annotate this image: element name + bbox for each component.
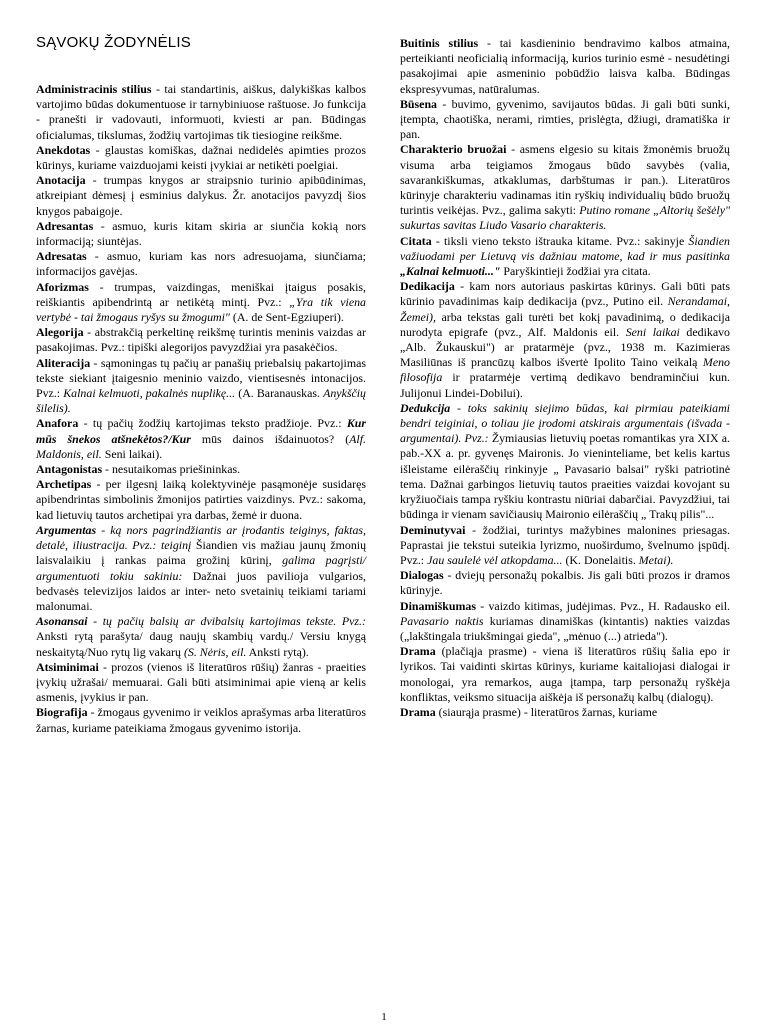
entry-text: Kalnai kelmuoti, pakalnės nuplikę... xyxy=(63,386,236,401)
glossary-entry xyxy=(36,614,366,660)
entry-term: Adresatas xyxy=(36,249,87,264)
entry-text: Alf. Maldonis, eil. xyxy=(36,431,366,461)
glossary-entry xyxy=(36,325,366,355)
glossary-entry xyxy=(400,401,730,523)
glossary-entry xyxy=(36,462,366,477)
glossary-entry xyxy=(400,36,730,97)
entry-text: Putino romane „Altorių šešėly" sukurtas savitas Liudo Vasario charakteris. xyxy=(400,203,730,233)
glossary-entry xyxy=(400,523,730,569)
glossary-entry xyxy=(36,82,366,143)
entry-text: ir pratarmėje vertimą dedikavo bendraminčiui kun. Julijonui Lindei-Dobilui). xyxy=(400,370,730,400)
entry-text: - glaustas komiškas, dažnai nedidelės apimties prozos kūrinys, kuriame vaizduojami keisti įvykiai ar netikėti poelgiai. xyxy=(36,142,366,173)
entry-term: Argumentas xyxy=(36,522,97,537)
entry-text: (plačiąja prasme) - viena iš literatūros rūšių šalia epo ir lyrikos. Tai vaidinti skirtas kūrinys, kuriame kaitaliojasi dialogai ir monologai, yra remarkos, auga įtampa, tarp personažų ryškėja konfliktas, veiksmo situacija aiškėja iš personažų kalbų (dialogų). xyxy=(400,644,730,704)
entry-text: Meno filosofija xyxy=(400,355,730,385)
entry-text: - kam nors autoriaus paskirtas kūrinys. Gali būti pats kūrinio pavadinimas kaip dedikacija (pvz., Putino eil. xyxy=(400,279,730,309)
entry-text: - ką nors pagrindžiantis ar įrodantis teiginys, faktas, detalė, iliustracija. Pvz.: teiginį xyxy=(36,522,366,553)
entry-text: arba tekstas gali turėti bet kokį pavadinimą, o dedikacija nurodyta epigrafe (pvz., Alf. Maldonis eil. xyxy=(400,309,730,339)
entry-text: - buvimo, gyvenimo, savijautos būdas. Ji gali būti sunki, įtempta, chaotiška, nerami, rimties, prislėgta, džiugi, dramatiška ir pan. xyxy=(400,96,730,142)
entry-term: Adresantas xyxy=(36,218,94,233)
glossary-entry xyxy=(36,219,366,249)
page-number: 1 xyxy=(381,1011,387,1023)
entry-text: Šiandien važiuodami per Lietuvą vis dažniau matome, kad ir mus pasitinka xyxy=(400,233,730,263)
entry-text: - nesutaikomas priešininkas. xyxy=(102,462,241,477)
entry-text: - žmogaus gyvenimo ir veiklos aprašymas arba literatūros žarnas, kuriame pateikiama žmogaus gyvenimo istorija. xyxy=(36,705,366,735)
entry-term: Deminutyvai xyxy=(400,522,466,537)
entry-term: Anekdotas xyxy=(36,142,91,157)
glossary-entry xyxy=(36,173,366,219)
glossary-entry xyxy=(400,234,730,280)
entry-term: Drama xyxy=(400,644,436,659)
glossary-entry xyxy=(36,705,366,735)
glossary-entry xyxy=(36,416,366,462)
entry-term: Biografija xyxy=(36,705,88,720)
entry-term: Drama xyxy=(400,704,436,719)
entry-text: - vaizdo kitimas, judėjimas. Pvz., H. Radausko eil. xyxy=(476,598,730,613)
entry-text: - tai standartinis, aiškus, dalykiškas kalbos vartojimo būdas dokumentuose ir tarnybiniuose raštuose. Jo funkcija - pranešti ir vadovauti, informuoti, kviesti ar pan. Būdingas oficialumas, tikslumas, žodžių vartojimas tik tiesiogine reikšme. xyxy=(36,82,366,142)
entry-text: Seni laikai xyxy=(625,324,680,339)
entry-text: Seni laikai). xyxy=(101,446,163,461)
entry-term: Antagonistas xyxy=(36,462,103,477)
glossary-entry xyxy=(36,249,366,279)
entry-text: - trumpas, vaizdingas, meniškai įtaigus posakis, reiškiantis apibendrintą ar netikėtą mintį. Pvz.: xyxy=(36,279,366,309)
entry-term: Asonansai xyxy=(36,614,88,629)
entry-text: Paryškintieji žodžiai yra citata. xyxy=(500,264,651,279)
entry-text: Jau saulelė vėl atkopdama... xyxy=(427,552,563,567)
entry-text: - abstrakčią perkeltinę reikšmę turintis meninis vaizdas ar pasakojimas. Pvz.: tipiški alegorijos pavyzdžiai yra pasakėčios. xyxy=(36,325,366,355)
entry-term: Aforizmas xyxy=(36,279,89,294)
glossary-entry xyxy=(400,568,730,598)
glossary-entry xyxy=(400,279,730,401)
entry-text: „Yra tik viena vertybė - tai žmogaus ryšys su žmogumi" xyxy=(36,294,366,325)
entry-term: Dedukcija xyxy=(400,400,451,415)
entry-text: - trumpas knygos ar straipsnio turinio apibūdinimas, atkreipiant dėmesį į esminius dalykus. Žr. anotacijos pavyzdį šios knygos pabaigoje. xyxy=(36,173,366,218)
glossary-entry xyxy=(400,599,730,645)
glossary-entry xyxy=(400,97,730,143)
entry-text: Dažnai juos pavilioja vulgarios, bedvasės televizijos laidos ar inter- neto svetainių teikiami tariami malonumai. xyxy=(36,568,366,613)
entry-term: Būsena xyxy=(400,96,438,111)
entry-term: Dialogas xyxy=(400,568,444,583)
entry-text: dedikavo „Alb. Žukauskui") ar pratarmėje (pvz., 1938 m. Kazimieras Masiliūnas iš prancūzų kalbos išvertė Ipolito Taino veikalą xyxy=(400,324,731,370)
glossary-entry xyxy=(400,142,730,233)
glossary-entry xyxy=(400,644,730,705)
entry-text: Anykščių šilelis). xyxy=(36,386,366,416)
entry-text: - toks sakinių siejimo būdas, kai pirmiau pateikiami bendri teiginiai, o toliau jie įrodomi atskirais argumentais (išvada - argumentai). Pvz.: xyxy=(400,400,730,446)
entry-text: galima pagrįsti/ argumentuoti tokiu sakiniu: xyxy=(36,553,366,583)
entry-text: (K. Donelaitis. xyxy=(562,552,639,567)
entry-text: „Kalnai kelmuoti..." xyxy=(400,264,501,279)
entry-term: Atsiminimai xyxy=(36,659,99,674)
entry-text: Žymiausias lietuvių poetas romantikas yra XIX a. pab.-XX a. pr. gyvenęs Maironis. Jo vieninteliame, bet kelis kartus išleistame eilėraščių rinkinyje „ Pavasario balsai" ryški patriotinė tema. Dažnai garbingos lietuvių tautos praeities vaizdai kovojant su kryžiuočiais tampa ryškiu kontrastu niūriai dabarčiai. Pavyzdžiui, tai būdinga ir vienam savičiausių Maironio eilėraščių „ Trakų pilis"... xyxy=(400,431,730,522)
entry-text: - tų pačių žodžių kartojimas teksto pradžioje. Pvz.: xyxy=(78,416,347,431)
entry-text: Nerandamai, Žemei), xyxy=(400,294,730,324)
entry-text: - asmens elgesio su kitais žmonėmis bruožų visuma arba teigiamos žmogaus būdo savybės (valia, savarankiškumas, atkaklumas, darbštumas ir pan.). Literatūros kūrinyje charakteriu vadinamas itin ryškių individualių būdo bruožų turintis veikėjas. Pvz., galima sakyti: xyxy=(400,142,730,218)
entry-term: Archetipas xyxy=(36,477,92,492)
entry-text: Anksti rytą parašyta/ daug naujų skambių vardų./ Versiu knygą neskaitytą/Nuo rytų lig vakarų xyxy=(36,629,366,659)
glossary-entry xyxy=(36,356,366,417)
entry-term: Anafora xyxy=(36,416,79,431)
entry-term: Administracinis stilius xyxy=(36,82,152,96)
entry-text: (A. Baranauskas. xyxy=(235,386,324,401)
glossary-entry xyxy=(36,523,366,614)
left-column xyxy=(36,82,366,736)
entry-term: Citata xyxy=(400,233,432,248)
entry-term: Dinamiškumas xyxy=(400,598,476,613)
glossary-entry xyxy=(36,280,366,326)
entry-text: - tiksli vieno teksto ištrauka kitame. Pvz.: sakinyje xyxy=(431,233,689,248)
entry-term: Dedikacija xyxy=(400,279,455,294)
glossary-entry xyxy=(36,660,366,706)
right-column xyxy=(400,36,730,720)
entry-text: kuriamas dinamiškas (kintantis) nakties vaizdas („lakštingala triukšmingai gieda", „mėnuo (...) atrieda"). xyxy=(400,613,730,643)
entry-text: Kur mūs šnekos atšnekėtos?/Kur xyxy=(36,416,366,446)
entry-text: - tai kasdieninio bendravimo kalbos atmaina, perteikianti neoficialią informaciją, kurios turinio esmė - nesudėtingi pasakojimai apie asmeninio pobūdžio laisva kalba. Būdingas ekspresyvumas, natūralumas. xyxy=(400,36,730,96)
entry-text: - žodžiai, turintys mažybines malonines priesagas. Paprastai jie tekstui suteikia lyrizmo, nuoširdumo, švelnumo įspūdį. Pvz.: xyxy=(400,522,730,567)
entry-text: - per ilgesnį laiką kolektyvinėje pasąmonėje susidaręs apibendrintas simbolinis žmonijos patirties vaizdinys. Pvz.: sakoma, kad lietuvių tautos archetipai yra darbas, žemė ir duona. xyxy=(36,477,366,522)
glossary-entry xyxy=(400,705,730,720)
entry-text: Metai). xyxy=(638,552,674,567)
entry-text: Šiandien vis mažiau jaunų žmonių laisvalaikiu į rankas paima grožinį kūrinį, xyxy=(36,538,367,568)
entry-text: - asmuo, kuris kitam skiria ar siunčia kokią nors informaciją; siuntėjas. xyxy=(36,218,366,249)
entry-term: Aliteracija xyxy=(36,355,91,370)
entry-text: - prozos (vienos iš literatūros rūšių) žanras - praeities įvykių užrašai/ memuarai. Gali būti atsiminimai apie vieną ar kelis asmenis, įvykius ir pan. xyxy=(36,659,366,705)
entry-term: Charakterio bruožai xyxy=(400,142,507,157)
glossary-entry xyxy=(36,143,366,173)
entry-term: Buitinis stilius xyxy=(400,36,479,50)
page-title: SĄVOKŲ ŽODYNĖLIS xyxy=(36,34,191,51)
entry-text: - asmuo, kuriam kas nors adresuojama, siunčiama; informacijos gavėjas. xyxy=(36,249,366,279)
entry-text: - sąmoningas tų pačių ar panašių priebalsių pakartojimas tekste siekiant įtaigesnio meninio vaizdo, vientisesnės intonacijos. Pvz.: xyxy=(36,355,366,401)
entry-text: Pavasario naktis xyxy=(400,613,484,628)
entry-text: - tų pačių balsių ar dvibalsių kartojimas tekste. Pvz.: xyxy=(87,614,366,629)
entry-term: Anotacija xyxy=(36,173,86,188)
entry-text: (A. de Sent-Egziuperi). xyxy=(229,310,344,325)
entry-term: Alegorija xyxy=(36,325,84,340)
entry-text: (siaurąja prasme) - literatūros žarnas, kuriame xyxy=(435,704,658,719)
entry-text: Anksti rytą). xyxy=(246,644,309,659)
glossary-entry xyxy=(36,477,366,523)
entry-text: - dviejų personažų pokalbis. Jis gali būti prozos ir dramos kūrinyje. xyxy=(400,568,730,598)
entry-text: (S. Nėris, eil. xyxy=(183,644,247,659)
entry-text: mūs dainos išdainuotos? ( xyxy=(190,431,350,446)
